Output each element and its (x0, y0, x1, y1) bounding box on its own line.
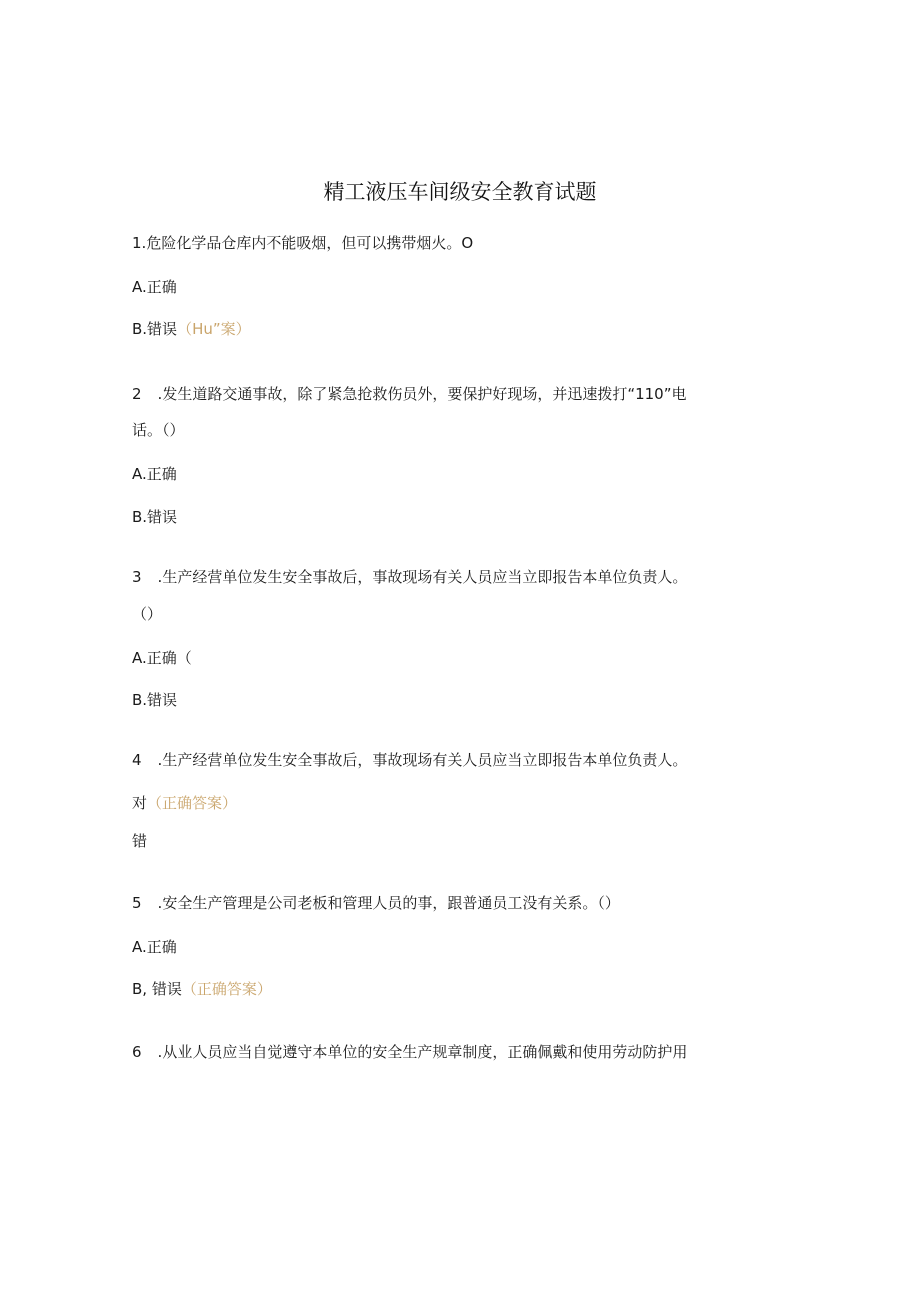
question-3-continued (132, 603, 162, 625)
answer-note: （正确答案） (147, 794, 238, 812)
question-3-option-b (132, 689, 177, 711)
option-label: B.错误 (132, 691, 178, 709)
question-number: 5 (132, 894, 142, 912)
question-6 (132, 1041, 687, 1063)
question-1 (132, 232, 473, 254)
option-label: 对 (132, 794, 148, 812)
option-label: B, 错误 (132, 980, 182, 998)
option-label: A.正确（ (132, 649, 192, 667)
question-text: .从业人员应当自觉遵守本单位的安全生产规章制度，正确佩戴和使用劳动防护用 (157, 1043, 688, 1061)
question-number: 3 (132, 568, 142, 586)
option-label: B.错误 (132, 508, 178, 526)
question-3-option-a (132, 647, 192, 669)
question-text: .安全生产管理是公司老板和管理人员的事，跟普通员工没有关系。（） (157, 894, 620, 912)
option-label: A.正确 (132, 938, 177, 956)
question-number: 2 (132, 385, 142, 403)
option-label: A.正确 (132, 278, 177, 296)
question-text: .生产经营单位发生安全事故后，事故现场有关人员应当立即报告本单位负责人。 (157, 568, 688, 586)
question-4-option-b (132, 830, 147, 852)
question-4-option-a (132, 792, 237, 814)
option-label: 错 (132, 832, 148, 850)
question-text: 话。（） (132, 421, 185, 439)
question-2-option-b (132, 506, 177, 528)
option-label: A.正确 (132, 465, 177, 483)
question-text: .生产经营单位发生安全事故后，事故现场有关人员应当立即报告本单位负责人。 (157, 751, 688, 769)
answer-note: （Hu”案） (177, 320, 251, 338)
document-title: 精工液压车间级安全教育试题 (323, 180, 597, 204)
question-1-option-b (132, 318, 251, 340)
question-5-option-b (132, 978, 272, 1000)
question-2-continued (132, 419, 185, 441)
question-text: （） (132, 605, 163, 623)
question-2 (132, 383, 687, 405)
option-label: B.错误 (132, 320, 178, 338)
question-4 (132, 749, 687, 771)
question-number: 6 (132, 1043, 142, 1061)
question-3 (132, 566, 687, 588)
question-5-option-a (132, 936, 177, 958)
question-text: 危险化学品仓库内不能吸烟，但可以携带烟火。O (146, 234, 474, 252)
question-2-option-a (132, 463, 177, 485)
question-1-option-a (132, 276, 177, 298)
answer-note: （正确答案） (181, 980, 272, 998)
question-text: .发生道路交通事故，除了紧急抢救伤员外，要保护好现场，并迅速拨打“110”电 (157, 385, 687, 403)
question-5 (132, 892, 620, 914)
question-number: 1. (132, 234, 147, 252)
question-number: 4 (132, 751, 142, 769)
